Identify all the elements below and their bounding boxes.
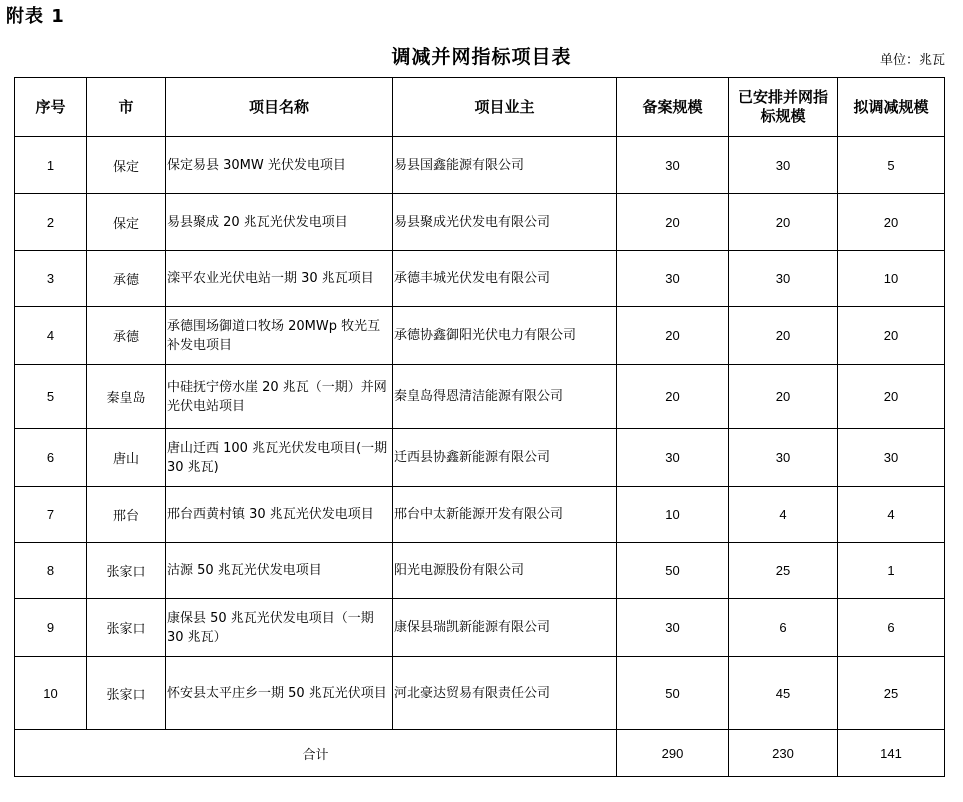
cell-owner: 康保县瑞凯新能源有限公司 <box>393 599 617 657</box>
cell-index: 1 <box>15 137 87 194</box>
table-row <box>15 543 945 599</box>
cell-owner: 迁西县协鑫新能源有限公司 <box>393 429 617 487</box>
cell-owner: 易县聚成光伏发电有限公司 <box>393 194 617 251</box>
cell-index: 10 <box>15 657 87 730</box>
cell-reduce: 20 <box>838 194 945 251</box>
cell-owner: 承德丰城光伏发电有限公司 <box>393 251 617 307</box>
cell-arranged: 25 <box>729 543 838 599</box>
cell-filed: 30 <box>617 251 729 307</box>
cell-project: 中硅抚宁傍水崖 20 兆瓦（一期）并网光伏电站项目 <box>166 365 393 429</box>
cell-city: 张家口 <box>87 599 166 657</box>
cell-city: 张家口 <box>87 543 166 599</box>
cell-owner: 承德协鑫御阳光伏电力有限公司 <box>393 307 617 365</box>
table-row <box>15 487 945 543</box>
header-index: 序号 <box>15 78 87 137</box>
cell-index: 3 <box>15 251 87 307</box>
cell-city: 秦皇岛 <box>87 365 166 429</box>
cell-project: 沽源 50 兆瓦光伏发电项目 <box>166 543 393 599</box>
header-reduce: 拟调减规模 <box>838 78 945 137</box>
cell-reduce: 6 <box>838 599 945 657</box>
cell-project: 保定易县 30MW 光伏发电项目 <box>166 137 393 194</box>
appendix-label: 附表 1 <box>6 6 65 27</box>
cell-owner: 阳光电源股份有限公司 <box>393 543 617 599</box>
cell-reduce: 4 <box>838 487 945 543</box>
cell-city: 张家口 <box>87 657 166 730</box>
header-project: 项目名称 <box>166 78 393 137</box>
cell-index: 9 <box>15 599 87 657</box>
cell-arranged: 45 <box>729 657 838 730</box>
table-row <box>15 365 945 429</box>
cell-filed: 30 <box>617 429 729 487</box>
cell-arranged: 30 <box>729 137 838 194</box>
cell-filed: 50 <box>617 543 729 599</box>
table-title: 调减并网指标项目表 <box>391 46 572 68</box>
cell-city: 保定 <box>87 194 166 251</box>
cell-index: 7 <box>15 487 87 543</box>
cell-reduce: 1 <box>838 543 945 599</box>
table-row <box>15 137 945 194</box>
cell-project: 唐山迁西 100 兆瓦光伏发电项目(一期 30 兆瓦) <box>166 429 393 487</box>
total-arranged: 230 <box>729 730 838 777</box>
cell-arranged: 30 <box>729 429 838 487</box>
cell-reduce: 10 <box>838 251 945 307</box>
cell-arranged: 4 <box>729 487 838 543</box>
cell-reduce: 5 <box>838 137 945 194</box>
cell-filed: 30 <box>617 137 729 194</box>
header-filed: 备案规模 <box>617 78 729 137</box>
cell-reduce: 25 <box>838 657 945 730</box>
cell-city: 承德 <box>87 307 166 365</box>
cell-filed: 30 <box>617 599 729 657</box>
total-reduce: 141 <box>838 730 945 777</box>
table-row <box>15 429 945 487</box>
unit-label: 单位：兆瓦 <box>879 53 945 68</box>
cell-index: 8 <box>15 543 87 599</box>
cell-filed: 50 <box>617 657 729 730</box>
header-owner: 项目业主 <box>393 78 617 137</box>
header-city: 市 <box>87 78 166 137</box>
cell-arranged: 20 <box>729 365 838 429</box>
cell-arranged: 30 <box>729 251 838 307</box>
cell-owner: 易县国鑫能源有限公司 <box>393 137 617 194</box>
table-row <box>15 657 945 730</box>
cell-project: 邢台西黄村镇 30 兆瓦光伏发电项目 <box>166 487 393 543</box>
cell-project: 滦平农业光伏电站一期 30 兆瓦项目 <box>166 251 393 307</box>
table-row <box>15 194 945 251</box>
cell-arranged: 20 <box>729 307 838 365</box>
total-label: 合计 <box>15 730 617 777</box>
total-filed: 290 <box>617 730 729 777</box>
cell-project: 承德围场御道口牧场 20MWp 牧光互补发电项目 <box>166 307 393 365</box>
cell-project: 康保县 50 兆瓦光伏发电项目（一期 30 兆瓦） <box>166 599 393 657</box>
total-row <box>15 730 945 777</box>
table-row <box>15 251 945 307</box>
cell-arranged: 20 <box>729 194 838 251</box>
cell-owner: 河北豪达贸易有限责任公司 <box>393 657 617 730</box>
table-row <box>15 599 945 657</box>
header-arranged: 已安排并网指标规模 <box>729 78 838 137</box>
cell-project: 怀安县太平庄乡一期 50 兆瓦光伏项目 <box>166 657 393 730</box>
cell-reduce: 30 <box>838 429 945 487</box>
cell-index: 4 <box>15 307 87 365</box>
cell-arranged: 6 <box>729 599 838 657</box>
cell-city: 承德 <box>87 251 166 307</box>
cell-city: 唐山 <box>87 429 166 487</box>
cell-index: 5 <box>15 365 87 429</box>
cell-city: 邢台 <box>87 487 166 543</box>
cell-filed: 20 <box>617 365 729 429</box>
project-table <box>14 77 945 777</box>
cell-index: 6 <box>15 429 87 487</box>
cell-filed: 20 <box>617 194 729 251</box>
cell-filed: 10 <box>617 487 729 543</box>
header-row <box>15 78 945 137</box>
cell-filed: 20 <box>617 307 729 365</box>
cell-owner: 邢台中太新能源开发有限公司 <box>393 487 617 543</box>
table-row <box>15 307 945 365</box>
cell-owner: 秦皇岛得恩清洁能源有限公司 <box>393 365 617 429</box>
cell-city: 保定 <box>87 137 166 194</box>
cell-project: 易县聚成 20 兆瓦光伏发电项目 <box>166 194 393 251</box>
cell-reduce: 20 <box>838 365 945 429</box>
cell-index: 2 <box>15 194 87 251</box>
cell-reduce: 20 <box>838 307 945 365</box>
